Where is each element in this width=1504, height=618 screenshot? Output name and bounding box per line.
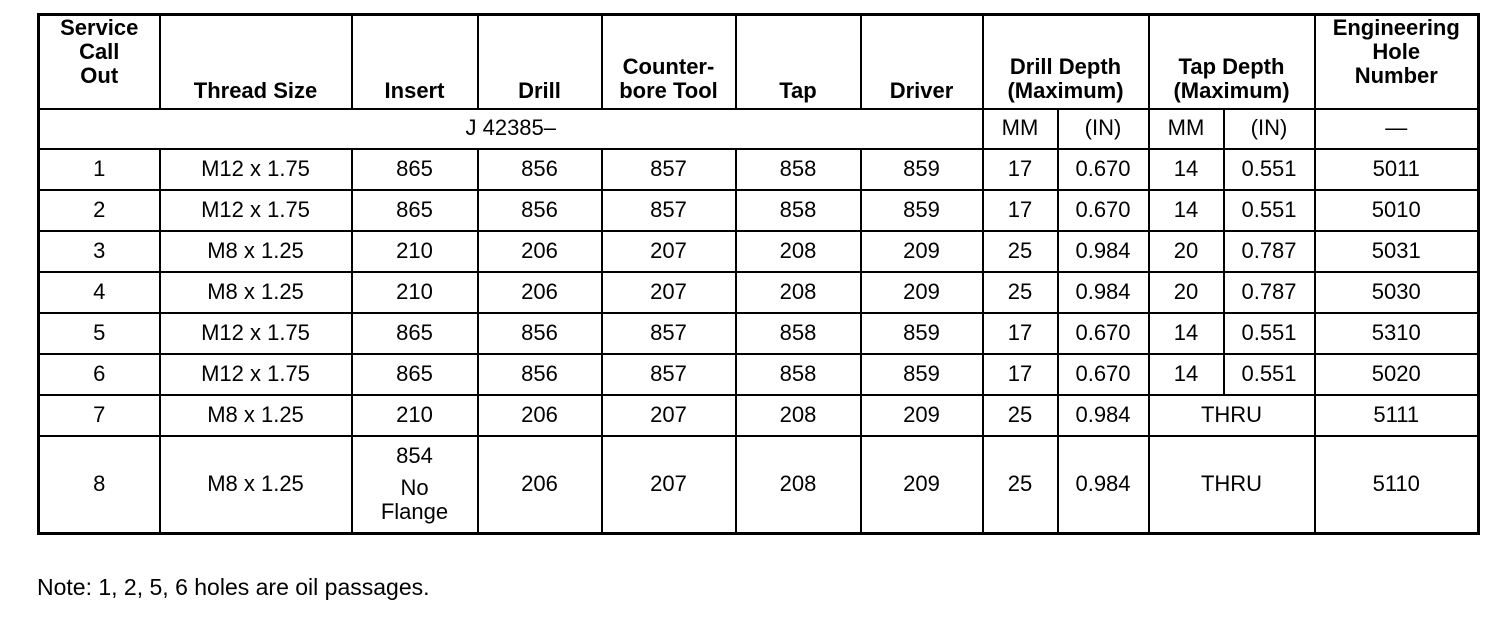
thread-size-cell: M12 x 1.75 bbox=[160, 149, 352, 190]
driver-cell: 209 bbox=[861, 395, 983, 436]
drill-depth-in-cell: 0.984 bbox=[1058, 272, 1149, 313]
drill-depth-in-cell: 0.984 bbox=[1058, 395, 1149, 436]
tap-depth-thru-cell: THRU bbox=[1149, 436, 1315, 534]
thread-size-cell: M8 x 1.25 bbox=[160, 272, 352, 313]
hole-number-cell: 5031 bbox=[1315, 231, 1479, 272]
subheader-row bbox=[39, 109, 1479, 149]
table-row bbox=[39, 354, 1479, 395]
drill-depth-mm-unit: MM bbox=[983, 109, 1058, 149]
insert-cell: 865 bbox=[352, 190, 478, 231]
thread-size-cell: M8 x 1.25 bbox=[160, 395, 352, 436]
header-tap-depth: Tap Depth (Maximum) bbox=[1149, 15, 1315, 109]
tap-cell: 208 bbox=[736, 436, 861, 534]
counterbore-cell: 857 bbox=[602, 149, 736, 190]
hole-number-dash: — bbox=[1315, 109, 1479, 149]
thread-size-cell: M8 x 1.25 bbox=[160, 231, 352, 272]
tool-specification-table bbox=[37, 13, 1480, 535]
call-out-cell: 6 bbox=[39, 354, 160, 395]
call-out-cell: 3 bbox=[39, 231, 160, 272]
drill-depth-mm-cell: 17 bbox=[983, 190, 1058, 231]
header-insert: Insert bbox=[352, 15, 478, 109]
tap-cell: 858 bbox=[736, 354, 861, 395]
tap-cell: 858 bbox=[736, 190, 861, 231]
table-row bbox=[39, 231, 1479, 272]
header-drill: Drill bbox=[478, 15, 602, 109]
tap-depth-in-unit: (IN) bbox=[1224, 109, 1315, 149]
counterbore-cell: 207 bbox=[602, 272, 736, 313]
drill-cell: 856 bbox=[478, 190, 602, 231]
drill-depth-mm-cell: 25 bbox=[983, 436, 1058, 534]
hole-number-cell: 5030 bbox=[1315, 272, 1479, 313]
header-driver: Driver bbox=[861, 15, 983, 109]
drill-depth-in-cell: 0.984 bbox=[1058, 231, 1149, 272]
header-service-call-out: Service Call Out bbox=[39, 15, 160, 109]
header-counterbore-tool: Counter- bore Tool bbox=[602, 15, 736, 109]
drill-cell: 206 bbox=[478, 395, 602, 436]
table-row bbox=[39, 272, 1479, 313]
tap-depth-mm-unit: MM bbox=[1149, 109, 1224, 149]
driver-cell: 859 bbox=[861, 313, 983, 354]
drill-depth-mm-cell: 17 bbox=[983, 313, 1058, 354]
driver-cell: 209 bbox=[861, 436, 983, 534]
tap-cell: 208 bbox=[736, 272, 861, 313]
drill-depth-mm-cell: 17 bbox=[983, 149, 1058, 190]
drill-cell: 856 bbox=[478, 354, 602, 395]
hole-number-cell: 5010 bbox=[1315, 190, 1479, 231]
tap-cell: 858 bbox=[736, 313, 861, 354]
call-out-cell: 4 bbox=[39, 272, 160, 313]
insert-cell: 210 bbox=[352, 272, 478, 313]
thread-size-cell: M12 x 1.75 bbox=[160, 313, 352, 354]
tap-depth-in-cell: 0.787 bbox=[1224, 272, 1315, 313]
tap-depth-mm-cell: 20 bbox=[1149, 272, 1224, 313]
thread-size-cell: M8 x 1.25 bbox=[160, 436, 352, 534]
driver-cell: 859 bbox=[861, 190, 983, 231]
driver-cell: 859 bbox=[861, 149, 983, 190]
thread-size-cell: M12 x 1.75 bbox=[160, 190, 352, 231]
insert-cell: 854 No Flange bbox=[352, 436, 478, 534]
table-row bbox=[39, 313, 1479, 354]
tap-depth-in-cell: 0.551 bbox=[1224, 190, 1315, 231]
drill-depth-mm-cell: 17 bbox=[983, 354, 1058, 395]
insert-cell: 210 bbox=[352, 231, 478, 272]
drill-cell: 206 bbox=[478, 231, 602, 272]
call-out-cell: 8 bbox=[39, 436, 160, 534]
hole-number-cell: 5310 bbox=[1315, 313, 1479, 354]
footnote: Note: 1, 2, 5, 6 holes are oil passages. bbox=[37, 574, 430, 600]
hole-number-cell: 5020 bbox=[1315, 354, 1479, 395]
tap-depth-mm-cell: 14 bbox=[1149, 149, 1224, 190]
header-tap: Tap bbox=[736, 15, 861, 109]
drill-cell: 206 bbox=[478, 272, 602, 313]
tap-depth-in-cell: 0.787 bbox=[1224, 231, 1315, 272]
drill-depth-mm-cell: 25 bbox=[983, 395, 1058, 436]
driver-cell: 209 bbox=[861, 272, 983, 313]
counterbore-cell: 207 bbox=[602, 436, 736, 534]
table-row bbox=[39, 395, 1479, 436]
tap-cell: 858 bbox=[736, 149, 861, 190]
drill-cell: 856 bbox=[478, 313, 602, 354]
header-drill-depth: Drill Depth (Maximum) bbox=[983, 15, 1149, 109]
drill-depth-in-cell: 0.670 bbox=[1058, 354, 1149, 395]
counterbore-cell: 207 bbox=[602, 395, 736, 436]
tap-cell: 208 bbox=[736, 231, 861, 272]
drill-cell: 856 bbox=[478, 149, 602, 190]
table-row bbox=[39, 190, 1479, 231]
drill-depth-in-unit: (IN) bbox=[1058, 109, 1149, 149]
header-engineering-hole-number: Engineering Hole Number bbox=[1315, 15, 1479, 109]
counterbore-cell: 207 bbox=[602, 231, 736, 272]
drill-depth-mm-cell: 25 bbox=[983, 231, 1058, 272]
tool-prefix: J 42385– bbox=[39, 109, 983, 149]
driver-cell: 209 bbox=[861, 231, 983, 272]
tap-depth-in-cell: 0.551 bbox=[1224, 354, 1315, 395]
table-row bbox=[39, 436, 1479, 534]
call-out-cell: 2 bbox=[39, 190, 160, 231]
drill-depth-in-cell: 0.670 bbox=[1058, 313, 1149, 354]
insert-cell: 865 bbox=[352, 313, 478, 354]
drill-depth-mm-cell: 25 bbox=[983, 272, 1058, 313]
drill-depth-in-cell: 0.670 bbox=[1058, 149, 1149, 190]
drill-depth-in-cell: 0.984 bbox=[1058, 436, 1149, 534]
counterbore-cell: 857 bbox=[602, 313, 736, 354]
header-row bbox=[39, 15, 1479, 109]
tap-depth-mm-cell: 14 bbox=[1149, 354, 1224, 395]
hole-number-cell: 5111 bbox=[1315, 395, 1479, 436]
tap-depth-mm-cell: 20 bbox=[1149, 231, 1224, 272]
insert-cell: 865 bbox=[352, 354, 478, 395]
call-out-cell: 1 bbox=[39, 149, 160, 190]
counterbore-cell: 857 bbox=[602, 190, 736, 231]
insert-cell: 865 bbox=[352, 149, 478, 190]
thread-size-cell: M12 x 1.75 bbox=[160, 354, 352, 395]
counterbore-cell: 857 bbox=[602, 354, 736, 395]
header-thread-size: Thread Size bbox=[160, 15, 352, 109]
tap-depth-thru-cell: THRU bbox=[1149, 395, 1315, 436]
drill-depth-in-cell: 0.670 bbox=[1058, 190, 1149, 231]
tap-depth-mm-cell: 14 bbox=[1149, 313, 1224, 354]
driver-cell: 859 bbox=[861, 354, 983, 395]
table-row bbox=[39, 149, 1479, 190]
tap-cell: 208 bbox=[736, 395, 861, 436]
drill-cell: 206 bbox=[478, 436, 602, 534]
hole-number-cell: 5011 bbox=[1315, 149, 1479, 190]
hole-number-cell: 5110 bbox=[1315, 436, 1479, 534]
insert-cell: 210 bbox=[352, 395, 478, 436]
tap-depth-in-cell: 0.551 bbox=[1224, 313, 1315, 354]
call-out-cell: 7 bbox=[39, 395, 160, 436]
tap-depth-in-cell: 0.551 bbox=[1224, 149, 1315, 190]
tap-depth-mm-cell: 14 bbox=[1149, 190, 1224, 231]
call-out-cell: 5 bbox=[39, 313, 160, 354]
